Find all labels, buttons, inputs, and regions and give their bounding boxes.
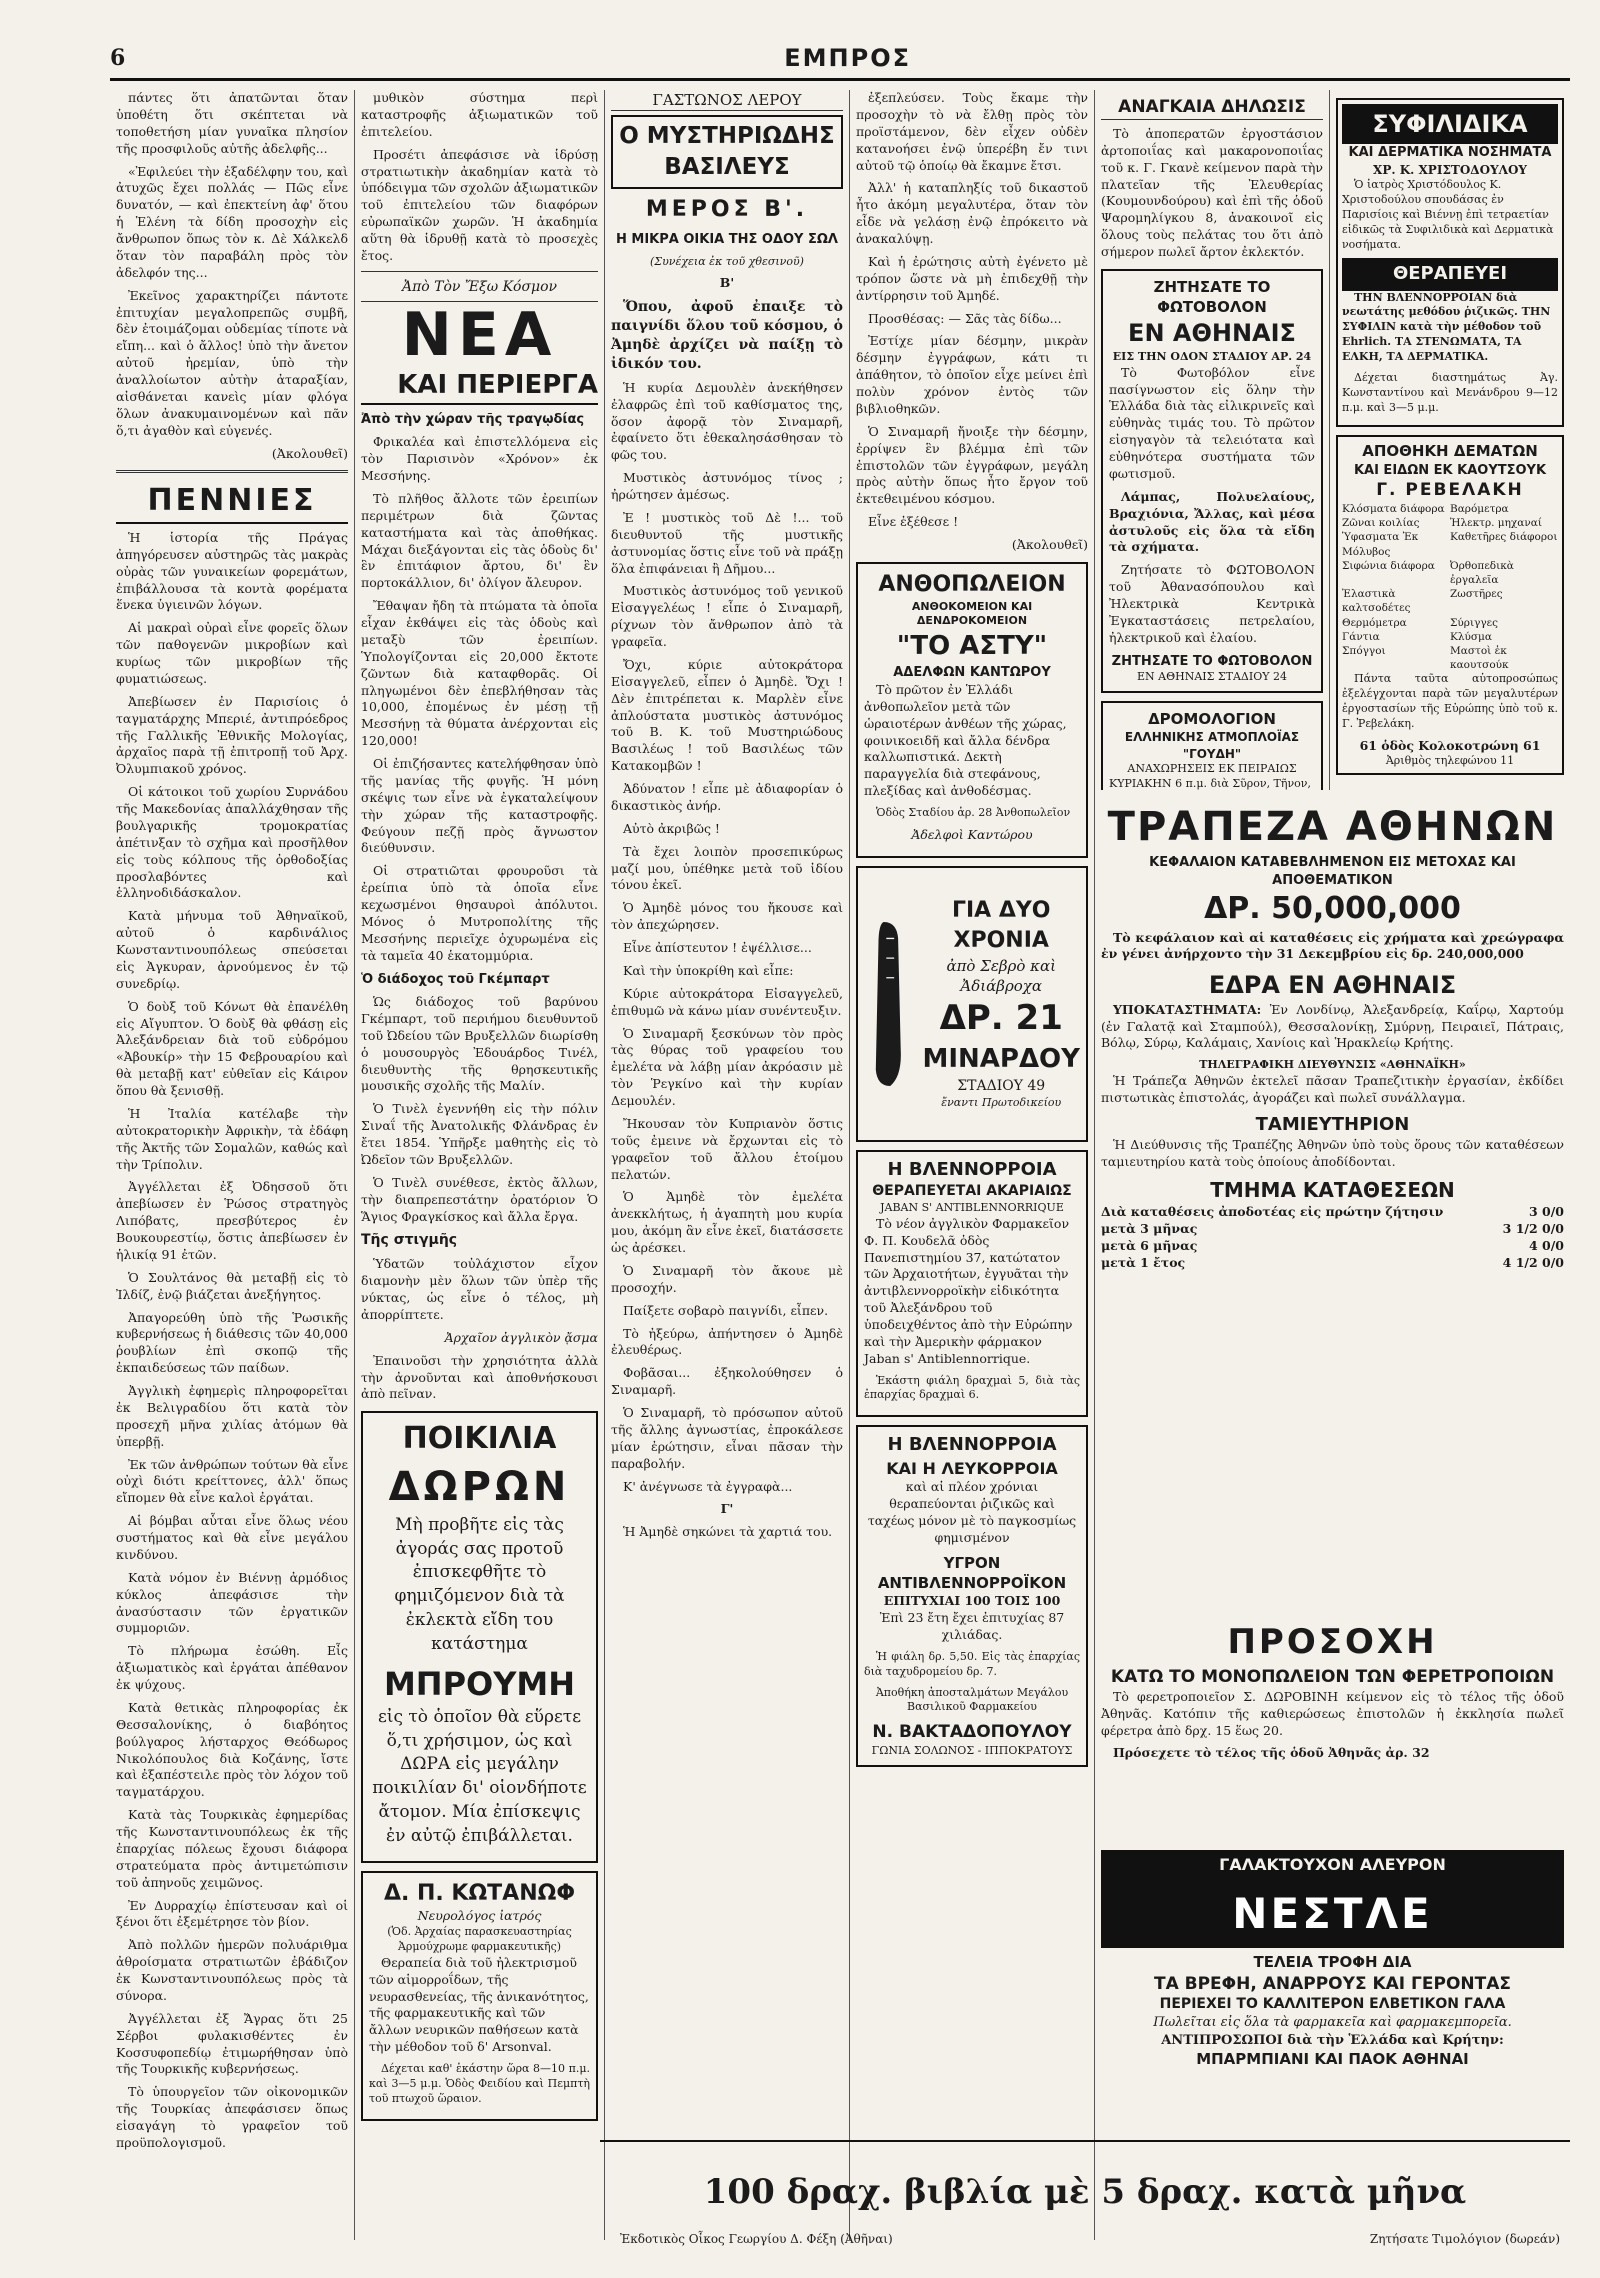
lamp-ad — [1101, 269, 1323, 693]
novel-text: Ὁ Σιναμαρῆ, τὸ πρόσωπον αὐτοῦ τῆς ἄλλης ἀγνωστίας, ἐπροκάλεσε μίαν ἐρώτησιν, εἶναι πᾶσαν τὴν παραβολήν. — [611, 1405, 843, 1471]
ad-text: Ὁ ἰατρὸς Χριστόδουλος Κ. Χριστοδούλου σπουδάσας ἐν Παρισίοις καὶ Βιέννῃ ἐπὶ τετραετίαν εἰδικῶς τὰ Συφιλιδικὰ καὶ Δερματικὰ νοσήματα. — [1342, 178, 1554, 251]
novel-text: ἐξεπλεύσεν. Τοὺς ἔκαμε τὴν προσοχὴν τὸ νὰ ἔλθῃ πρὸς τὸν προϊστάμενον, δὲν εἶχεν οὐδὲν κατανοήσει ἐνῷ ὑπερέβη ἔν τινι αὐτοῦ τῷ ὁποίῳ θὰ ἔκαμνε ἔτσι. — [856, 90, 1088, 173]
coffin-ad — [1095, 1620, 1570, 1800]
cure-title: ΘΕΡΑΠΕΥΕΙ — [1342, 258, 1558, 290]
rubber-goods-ad — [1336, 435, 1564, 775]
product-item: Μαστοὶ ἐκ καουτσούκ — [1450, 644, 1509, 672]
bank-title: ΤΡΑΠΕΖΑ ΑΘΗΝΩΝ — [1107, 804, 1558, 850]
novel-text: Κ' ἀνέγνωσε τὰ ἐγγραφὰ... — [623, 1478, 793, 1494]
doctor-address: (Ὁδ. Ἀρχαίας παρασκευαστηρίας Ἀρμούχρωμε φαρμακευτικῆς) — [387, 1925, 572, 1953]
novel-text: Τὸ ἠξεύρω, ἀπήντησεν ὁ Ἀμηδὲ ἐλευθέρως. — [611, 1325, 843, 1358]
continued-note: (Ἀκολουθεῖ) — [271, 445, 348, 461]
news-item: Ἀγγέλλεται ἐξ Ἄγρας ὅτι 25 Σέρβοι φυλακισθέντες ἐν Κοσσυφοπεδίῳ ἐτιμωρήθησαν ὑπὸ τῆς Τουρκικῆς κυβερνήσεως. — [116, 2010, 348, 2077]
novel-text: Ὁ Ἀμηδὲ μόνος του ἤκουσε καὶ τὸν ἀπεχώρησεν. — [611, 900, 843, 933]
ad-title: ΠΡΟΣΟΧΗ — [1227, 1622, 1438, 1662]
column-1 — [110, 90, 355, 2240]
office-hours: Δέχεται καθ' ἑκάστην ὥρα 8—10 π.μ. καὶ 3—5 μ.μ. Ὁδὸς Φειδίου καὶ Πεμπτὴ τοῦ πτωχοῦ ὥραιον. — [369, 2062, 590, 2105]
ad-text: Μὴ προβῆτε εἰς τὰς ἀγοράς σας προτοῦ ἐπισκεφθῆτε τὸ φημιζόμενον διὰ τὰ ἐκλεκτὰ εἴδη του κατάστημα — [394, 1514, 565, 1654]
leukorrhea-ad — [856, 1425, 1088, 1767]
article-text: μυθικὸν σύστημα περὶ καταστροφῆς ἀξιωματικῶν τοῦ ἐπιτελείου. — [361, 90, 598, 139]
shop-name: Γ. ΡΕΒΕΛΑΚΗ — [1376, 480, 1524, 501]
news-item: Κατὰ θετικὰς πληροφορίας ἐκ Θεσσαλονίκης, ὁ διαβόητος βούλγαρος λήσταρχος Θεόδωρος Νικολόπουλος διὰ Κοζάνης, ἴστε καὶ ἐξαπέστειλε πρὸς τὸν λόχον τοῦ ταγματάρχου. — [116, 1699, 348, 1800]
address: 61 ὁδὸς Κολοκοτρώνη 61 — [1359, 737, 1541, 753]
brand-name: JABAN S' ANTIBLENNORRIQUE — [880, 1200, 1064, 1214]
news-item: Κατὰ μήνυμα τοῦ Ἀθηναϊκοῦ, αὐτοῦ ὁ καρδινάλιος Κωνσταντινουπόλεως σπεύσεται εἰς Ἀγκυραν, ἀρνούμενος ἐν τῷ συνεδρίῳ. — [116, 908, 348, 991]
rate-label: μετὰ 6 μῆνας — [1101, 1237, 1198, 1253]
news-item: Ἡ Ἰταλία κατέλαβε τὴν αὐτοκρατορικὴν Ἀφρικὴν, τὰ ἐδάφη τῆς Ἀκτῆς τῶν Σομαλῶν, καθώς καὶ τὴν Τρίπολιν. — [116, 1105, 348, 1172]
ad-subtitle: ΓΑΛΑΚΤΟΥΧΟΝ ΑΛΕΥΡΟΝ — [1101, 1850, 1564, 1880]
news-item: Ὁ Σουλτάνος θὰ μεταβῇ εἰς τὸ Ἰλδίζ, ἐνῷ βιάζεται ἀνεξήγητος. — [116, 1269, 348, 1302]
novel-text: Καὶ ἡ ἐρώτησις αὐτὴ ἐγένετο μὲ τρόπον ὥστε νὰ μὴ ἐπιδεχθῇ τὴν ἀντίρρησιν τοῦ Ἀμηδέ. — [856, 253, 1088, 303]
bank-subtitle: ΚΕΦΑΛΑΙΟΝ ΚΑΤΑΒΕΒΛΗΜΕΝΟΝ ΕΙΣ ΜΕΤΟΧΑΣ ΚΑΙ ΑΠΟΘΕΜΑΤΙΚΟΝ — [1149, 855, 1516, 888]
poikilia-ad — [361, 1411, 598, 1862]
product-item: Κλόσματα διάφορα — [1342, 503, 1445, 516]
ad-title: ΖΗΤΗΣΑΤΕ ΤΟ ΦΩΤΟΒΟΛΟΝ — [1153, 277, 1271, 317]
bank-seat: ΕΔΡΑ ΕΝ ΑΘΗΝΑΙΣ — [1208, 971, 1457, 1000]
ad-subtitle: ΚΑΤΩ ΤΟ ΜΟΝΟΠΩΛΕΙΟΝ ΤΩΝ ΦΕΡΕΤΡΟΠΟΙΩΝ — [1110, 1666, 1555, 1687]
news-item: Ἐν Δυρραχίῳ ἐπίστευσαν καὶ οἱ ξένοι ὅτι ἐξεμέτρησε τὸν βίον. — [116, 1897, 348, 1930]
section-title: ΠΕΝΝΙΕΣ — [116, 481, 348, 524]
shoe-ad — [856, 866, 1088, 1142]
address: ΓΩΝΙΑ ΣΟΛΩΝΟΣ - ΙΠΠΟΚΡΑΤΟΥΣ — [871, 1744, 1073, 1758]
books-banner: 100 δραχ. βιβλία μὲ 5 δραχ. κατὰ μῆνα — [600, 2140, 1570, 2242]
table-row — [1101, 1255, 1564, 1270]
chapter-title: Η ΜΙΚΡΑ ΟΙΚΙΑ ΤΗΣ ΟΔΟΥ ΣΩΛ — [615, 232, 838, 248]
product-item: Καθετῆρες διάφοροι — [1450, 531, 1558, 544]
address-note: ἔναντι Πρωτοδικείου — [941, 1096, 1062, 1110]
rate-value: 4 0/0 — [1528, 1237, 1564, 1253]
nestle-ad — [1095, 1850, 1570, 2120]
news-item: Ἀπαγορεύθη ὑπὸ τῆς Ῥωσικῆς κυβερνήσεως ἡ διάθεσις τῶν 40,000 ῥουβλίων ἐπὶ σκοπῷ τῆς ἐκπαιδεύσεως τῶν παίδων. — [116, 1309, 348, 1376]
news-item: Ἀπὸ πολλῶν ἡμερῶν πολυάριθμα ἀθροίσματα στρατιωτῶν ἐβάδιζον ἐκ Κωνσταντινουπόλεως πρὸς τὰ σύνορα. — [116, 1937, 348, 2003]
news-item: Ἐκ τῶν ἀνθρώπων τούτων θὰ εἶνε οὐχὶ διότι κρείττονες, ἀλλ' ὅπως εἴπομεν θὰ εἶνε καλοὶ ἐργάται. — [116, 1456, 348, 1506]
bank-capital: ΔΡ. 50,000,000 — [1204, 891, 1461, 927]
signature: Ἀδελφοὶ Καντώρου — [911, 826, 1033, 842]
ad-title: ΑΝΘΟΠΩΛΕΙΟΝ — [878, 571, 1066, 597]
representatives: ΜΠΑΡΜΠΙΑΝΙ ΚΑΙ ΠΑΟΚ ΑΘΗΝΑΙ — [1196, 2050, 1469, 2069]
bank-text: Τὸ κεφάλαιον καὶ αἱ καταθέσεις εἰς χρήματα καὶ χρεώγραφα ἐν γένει ἀνήρχοντο τὴν 31 Δεκεμβρίου εἰς δρ. 240,000,000 — [1101, 929, 1564, 962]
product-item: Σύριγγες — [1450, 616, 1498, 629]
novel-text: Ὁ Σιναμαρῆ τὸν ἄκουε μὲ προσοχήν. — [611, 1262, 843, 1295]
ad-text: Πάντα ταῦτα αὐτοπροσώπως ἐξελέγχονται παρὰ τῶν μεγαλυτέρων ἐργοστασίων τῆς Εὐρώπης ὑπὸ τοῦ κ. Γ. Ῥεβελάκη. — [1342, 672, 1558, 730]
masthead — [110, 38, 1570, 81]
bank-text: Ἡ Τράπεζα Ἀθηνῶν ἐκτελεῖ πᾶσαν Τραπεζιτικὴν ἐργασίαν, ἐκδίδει πιστωτικὰς ἐπιστολάς, ἀγοράζει καὶ πωλεῖ συνάλλαγμα. — [1101, 1073, 1564, 1106]
deposits-title: ΤΜΗΜΑ ΚΑΤΑΘΕΣΕΩΝ — [1210, 1178, 1455, 1202]
article-text: Τὸ πλῆθος ἄλλοτε τῶν ἐρειπίων περιμέτρων διὰ ζῶντας καταστήματα καὶ τὰς ἀποθήκας. Μάχαι διεξάγονται εἰς τὰς ὁδοὺς δι' ἓν ἐπιτάφιον ἄρτου, δι' ἓν πορτοκάλλιον, δι' ὀλίγον ἄλευρον. — [361, 490, 598, 591]
series-heading: Ἀπὸ Τὸν Ἔξω Κόσμον — [361, 278, 598, 302]
article-heading: Ἀπὸ τὴν χώραν τῆς τραγῳδίας — [361, 411, 585, 427]
novel-text: Ἤκουσαν τὸν Κυπριανὸν ὅστις τοῦς ἐμεινε νὰ ἔρχωνται εἰς τὸ γραφεῖον τοῦ ἄλλου ἑτοίμου πελατών. — [611, 1115, 843, 1182]
address: ΕΙΣ ΤΗΝ ΟΔΟΝ ΣΤΑΔΙΟΥ ΑΡ. 24 — [1112, 349, 1312, 363]
novel-text: Αὐτὸ ἀκριβῶς ! — [623, 820, 720, 836]
ad-subtitle: ΘΕΡΑΠΕΥΕΤΑΙ ΑΚΑΡΙΑΙΩΣ — [872, 1183, 1072, 1200]
product-item: Θερμόμετρα — [1342, 616, 1407, 629]
request-text: Ζητήσατε Τιμολόγιον (δωρεάν) — [1369, 2232, 1560, 2246]
divider — [116, 470, 348, 473]
article-text: Φρικαλέα καὶ ἐπιστελλόμενα εἰς τὸν Παρισινὸν «Χρόνον» ἐκ Μεσσήνης. — [361, 434, 598, 484]
shop-name: ΜΙΝΑΡΔΟΥ — [922, 1044, 1080, 1075]
ad-text: Θεραπεία διὰ τοῦ ἠλεκτρισμοῦ τῶν αἱμορροΐδων, τῆς νευρασθενείας, τῆς ἀνικανότητος, τῆς φαρμακευτικῆς καὶ τῶν ἄλλων νευρικῶν παθήσεων κατὰ τὴν μέθοδον τοῦ δ' Arsonval. — [369, 1954, 589, 2055]
quote-source: Ἀρχαῖον ἀγγλικὸν ᾄσμα — [444, 1329, 598, 1345]
article-text: Ἐπαινοῦσι τὴν χρησιότητα ἀλλὰ τὴν ἀρνοῦνται καὶ ἀποθνήσκουσι ἀπὸ πεῖναν. — [361, 1352, 598, 1402]
ad-subtitle: ΚΑΙ ΕΙΔΩΝ ΕΚ ΚΑΟΥΤΣΟΥΚ — [1353, 462, 1547, 478]
ad-text: Τὸ πρῶτον ἐν Ἑλλάδι ἀνθοπωλεῖον μετὰ τῶν ὡραιοτέρων ἀνθέων τῆς χώρας, φοινικοειδῆ καὶ ἄλλα δένδρα καλλωπιστικά. Δεκτὴ παραγγελία διὰ στεφάνους, πλεξίδας καὶ ἀνθοδέσμας. — [864, 681, 1067, 799]
nea-subheading: ΚΑΙ ΠΕΡΙΕΡΓΑ — [361, 368, 598, 405]
ad-text: Ἐπὶ 23 ἔτη ἔχει ἐπιτυχίας 87 χιλιάδας. — [879, 1610, 1065, 1642]
continued-note: (Ἀκολουθεῖ) — [1011, 537, 1088, 552]
ad-text: ΠΕΡΙΕΧΕΙ ΤΟ ΚΑΛΛΙΤΕΡΟΝ ΕΛΒΕΤΙΚΟΝ ΓΑΛΑ — [1159, 1996, 1506, 2013]
rate-value: 4 1/2 0/0 — [1502, 1254, 1564, 1270]
novel-text: Εἶνε ἐξέθεσε ! — [868, 514, 959, 530]
news-item: Κατὰ τὰς Τουρκικὰς ἐφημερίδας τῆς Κωνσταντινουπόλεως ἐκ τῆς ἐπαρχίας πόλεως ἔχουσι διάφορα στρατεύματα πρὸς ἀντιμετώπισιν τοῦ ἀπηνοῦς χειμῶνος. — [116, 1807, 348, 1890]
rate-label: μετὰ 1 ἔτος — [1101, 1254, 1186, 1270]
product-item: Σπόγγοι — [1342, 644, 1386, 657]
product-item: Ἠλεκτρ. μηχαναί — [1450, 517, 1542, 530]
article-text: Ἐκεῖνος χαρακτηρίζει πάντοτε ἐπιτυχίαν μεγαλοπρεπῶς συμβῆ, δὲν ἐτοιμάζομαι οὐδεμίας τίποτε νὰ εἴπη... καὶ ὁ ἄλλος! ὑπὸ τὴν ἄνετον αὐτοῦ ἠρεμίαν, ὑπὸ τὴν ἀναλλοίωτον αὐτὴν ἀταραξίαν, αἰσθάνεται κανεὶς μίαν φλόγα ὅλων ἀνακυμαινομένων καὶ πᾶν ὅ,τι ἀγαθὸν καὶ εὐγενές. — [116, 287, 348, 438]
ad-text: ΤΑ ΒΡΕΦΗ, ΑΝΑΡΡΟΥΣ ΚΑΙ ΓΕΡΟΝΤΑΣ — [1153, 1973, 1512, 1994]
success-stat: ΕΠΙΤΥΧΙΑΙ 100 ΤΟΙΣ 100 — [883, 1593, 1061, 1609]
page-number: 6 — [110, 45, 126, 71]
ad-subtitle: ΚΑΙ ΔΕΡΜΑΤΙΚΑ ΝΟΣΗΜΑΤΑ — [1348, 145, 1552, 161]
news-item: Αἱ μακραὶ οὐραὶ εἶνε φορεῖς ὅλων τῶν παθογενῶν μικροβίων καὶ κυρίως τῶν μικροβίων τῆς φυματιώσεως. — [116, 620, 348, 686]
notice-text: Τὸ ἀποπερατῶν ἐργοστάσιον ἀρτοποιΐας καὶ μακαρονοποιΐας τοῦ κ. Γ. Γκανὲ κείμενον παρὰ τὴν πλατεῖαν τῆς Ἐλευθερίας (Κουμουνδούρου) καὶ ἐπὶ τῆς ὁδοῦ Ψαρομηλίγκου 8, ἀνακοινοῖ εἰς ὅλους τοὺς πελάτας του ὅτι ἀπὸ σήμερον πωλεῖ ἄρτον ἐκλεκτόν. — [1101, 125, 1323, 260]
bank-ad — [1095, 800, 1570, 1270]
ad-text: Τὸ Φωτοβόλον εἶνε πασίγνωστον εἰς ὅλην τὴν Ἑλλάδα διὰ τὰς εἰλικρινεῖς καὶ εὐθηνὰς τιμάς του. Τὸ πρῶτον εἰσηγαγὸν τὰ τελειότατα καὶ εὐθηνότερα συστήματα τῶν φωτισμοῦ. — [1109, 364, 1315, 481]
shipping-schedule — [1101, 701, 1323, 790]
publisher: Ἐκδοτικὸς Οἶκος Γεωργίου Δ. Φέξη (Ἀθῆναι) — [620, 2232, 893, 2246]
novel-text: Ἐ ! μυστικὸς τοῦ Δὲ !... τοῦ διευθυντοῦ τῆς μυστικῆς ἀστυνομίας ὅστις εἶνε τοῦ νὰ πράξῃ ὅλα ἐπιφάνειαι ἢ Δῆμου... — [611, 509, 843, 576]
news-item: Ἀπεβίωσεν ἐν Παρισίοις ὁ ταγματάρχης Μπεριέ, ἀντιπρόεδρος τῆς Γαλλικῆς Ἐθνικῆς Μολογίας, ἀρχαῖος παρὰ τῇ ἐπιτροπῇ τοῦ Ἀρχ. Ὀλυμπιακοῦ χρόνος. — [116, 693, 348, 777]
novel-text: Κύριε αὐτοκράτορα Εἰσαγγελεῦ, ἐπιθυμῶ νὰ κάνω μίαν συνέντευξιν. — [611, 985, 843, 1018]
blennorrhea-ad — [856, 1150, 1088, 1418]
novel-text: Μυστικὸς ἀστυνόμος τοῦ γενικοῦ Εἰσαγγελέως ! εἶπε ὁ Σιναμαρῆ, ρίχνων τὸν ἄνθρωπον ἀπὸ τὰ γραφεῖα. — [611, 583, 843, 650]
ad-text: εἰς τὸ ὁποῖον θὰ εὕρετε ὅ,τι χρήσιμον, ὡς καὶ ΔΩΡΑ εἰς μεγάλην ποικιλίαν δι' οἱονδήποτε ἄτομον. Μία ἐπίσκεψις ἐν αὐτῷ ἐπιβάλλεται. — [372, 1706, 587, 1846]
novel-text: Καὶ τὴν ὑποκρίθη καὶ εἶπε: — [623, 962, 794, 978]
column-6 — [1330, 90, 1570, 780]
product-item: Ἐλαστικὰ καλτσοδέτες — [1342, 588, 1411, 615]
article-text: Προσέτι ἀπεφάσισε νὰ ἱδρύσῃ στρατιωτικὴν ἀκαδημίαν κατὰ τὸ ὑπόδειγμα τῶν σχολῶν ἀξιωματικῶν τοῦ ἐπιτελείου τῶν διαφόρων εὐρωπαϊκῶν χωρῶν. Ἡ ἀκαδημία αὕτη θὰ ἱδρυθῇ κατὰ τὸ προσεχὲς ἔτος. — [361, 146, 598, 263]
product-item: Βαρόμετρα — [1450, 503, 1509, 516]
ad-text: ΑΝΤΙΠΡΟΣΩΠΟΙ διὰ τὴν Ἑλλάδα καὶ Κρήτην: — [1161, 2032, 1504, 2048]
doctor-title: Νευρολόγος ἰατρός — [417, 1908, 542, 1924]
price-text: Ἑκάστη φιάλη δραχμαὶ 5, διὰ τὰς ἐπαρχίας δραχμαὶ 6. — [864, 1373, 1080, 1402]
office-hours: Δέχεται διαστημάτως Ἀγ. Κωνσταντίνου καὶ Μενάνδρου 9—12 π.μ. καὶ 3—5 μ.μ. — [1342, 370, 1558, 414]
rate-value: 3 1/2 0/0 — [1502, 1220, 1564, 1236]
boot-icon — [864, 874, 916, 1134]
address: ΣΤΑΔΙΟΥ 49 — [957, 1078, 1046, 1095]
books-banner-footer — [620, 2232, 1560, 2246]
article-text: Ὑδατῶν τοὐλάχιστον εἶχον διαμονὴν μὲν ὅλων τῶν ὑπὲρ τῆς νύκτας, ὡς εἶνε ὁ τέλος, μὴ ἀπορρίπτετε. — [361, 1256, 598, 1322]
novel-text: Ἀλλ' ἡ καταπληξίς τοῦ δικαστοῦ ἦτο ἀκόμη μεγαλυτέρα, ὅταν τὸν εἶδε νὰ γελάσῃ ἐνῷ ἐπρόκειτο νὰ ἀνακαλύψῃ. — [856, 180, 1088, 246]
doctor-name: Δ. Π. ΚΩΤΑΝΩΦ — [383, 1880, 576, 1906]
chapter-number: Β' — [719, 275, 735, 291]
schedule-title: ΔΡΟΜΟΛΟΓΙΟΝ — [1148, 710, 1276, 729]
ad-subtitle: ΑΝΘΟΚΟΜΕΙΟΝ ΚΑΙ ΔΕΝΔΡΟΚΟΜΕΙΟΝ — [911, 599, 1033, 628]
product-list: Λάμπας, Πολυελαίους, Βραχιόνια, Ἄλλας, καὶ μέσα ἀστυλοῦς εἰς ὅλα τὰ εἴδη τὰ σχήματα. — [1109, 488, 1315, 555]
address: Πρόσεχετε τὸ τέλος τῆς ὁδοῦ Ἀθηνᾶς ἀρ. 32 — [1113, 1745, 1430, 1761]
novel-author: ΓΑΣΤΩΝΟΣ ΛΕΡΟΥ — [611, 90, 843, 111]
depot-text: Ἀποθήκη ἀποσταλμάτων Μεγάλου Βασιλικοῦ Φαρμακείου — [875, 1685, 1069, 1714]
owner-name: ΑΔΕΛΦΩΝ ΚΑΝΤΩΡΟΥ — [893, 665, 1051, 681]
ad-title: ΖΗΤΗΣΑΤΕ ΤΟ ΦΩΤΟΒΟΛΟΝ — [1111, 653, 1313, 669]
shop-name: "ΤΟ ΑΣΤΥ" — [896, 631, 1048, 662]
article-heading: Τῆς στιγμῆς — [361, 1232, 458, 1249]
schedule-row: ΚΥΡΙΑΚΗΝ 6 π.μ. διὰ Σῦρον, Τῆνον, — [1109, 776, 1311, 790]
newspaper-title: ΕΜΠΡΟΣ — [784, 44, 912, 72]
divider — [361, 271, 598, 272]
article-text: Ὁ Τινὲλ συνέθεσε, ἐκτὸς ἄλλων, τὴν διαπρεπεστάτην ὀρατόριον Ὁ Ἅγιος Φραγκίσκος καὶ ἄλλα ἔργα. — [361, 1174, 598, 1224]
ad-title: Η ΒΛΕΝΝΟΡΡΟΙΑ — [887, 1434, 1057, 1456]
address: Ὁδὸς Σταδίου ἀρ. 28 Ἀνθοπωλεῖον — [876, 806, 1071, 820]
news-item: Τὸ ὑπουργεῖον τῶν οἰκονομικῶν τῆς Τουρκίας ἀπεφάσισεν ὅπως εἰσαγάγη τὸ γραφεῖον τοῦ προϋπολογισμοῦ. — [116, 2084, 348, 2150]
continuation-note: (Συνέχεια ἐκ τοῦ χθεσινοῦ) — [650, 254, 804, 268]
notice-title: ΑΝΑΓΚΑΙΑ ΔΗΛΩΣΙΣ — [1101, 96, 1323, 120]
product-item: Σιφώνια διάφορα — [1342, 559, 1435, 572]
ad-text: Τὸ φερετροποιεῖον Σ. ΔΩΡΟΒΙΝΗ κείμενον εἰς τὸ τέλος τῆς ὁδοῦ Ἀθηνᾶς. Κατόπιν τῆς καθιερώσεως ἐπιστολῶν ἡ ἐκκλησία πωλεῖ φέρετρα ἀπὸ δρχ. 15 ἕως 20. — [1101, 1688, 1564, 1738]
novel-text: Ὄχι, κύριε αὐτοκράτορα Εἰσαγγελεῦ, εἶπεν ὁ Ἀμηδὲ. Ὄχι ! Δὲν ἐπιτρέπεται κ. Μαρλὲν εἶνε ἀπλούστατα μυστικὸς ἀστυνόμος τοῦ Β. Κ. τοῦ Μυστηριώδους Βασιλέως ! τοῦ Βασιλέως τῶν Κατακομβῶν ! — [611, 656, 843, 774]
novel-text: Φοβᾶσαι... ἐξηκολούθησεν ὁ Σιναμαρῆ. — [611, 1365, 843, 1398]
price-text: Ἡ φιάλη δρ. 5,50. Εἰς τὰς ἐπαρχίας διὰ ταχυδρομείου δρ. 7. — [864, 1649, 1080, 1678]
novel-text: Ἀδύνατον ! εἶπε μὲ ἀδιαφορίαν ὁ δικαστικὸς ἀνήρ. — [611, 781, 843, 813]
product-item: Ὀρθοπεδικὰ ἐργαλεῖα — [1450, 559, 1514, 586]
brand-name: ΝΕΣΤΛΕ — [1101, 1880, 1564, 1949]
novel-text: Ἡ κυρία Δεμουλὲν ἀνεκήθησεν ἐλαφρῶς ἐπὶ τοῦ καθίσματος της, ὅσον ἀφορᾷ τὸν Σιναμαρῆ, ἐφαίνετο ὅτι ἐθεκαλησάσθησαν τὸ φῶς του. — [611, 379, 843, 463]
novel-text: Εἶνε ἀπίστευτον ! ἐψέλλισε... — [623, 940, 812, 956]
rate-value: 3 0/0 — [1528, 1204, 1564, 1219]
novel-part: ΜΕΡΟΣ Β'. — [645, 197, 809, 223]
ad-title: ΑΠΟΘΗΚΗ ΔΕΜΑΤΩΝ — [1362, 442, 1538, 461]
chapter-epigraph: Ὅπου, ἀφοῦ ἐπαιξε τὸ παιγνίδι ὅλου τοῦ κόσμου, ὁ Ἀμηδὲ ἀρχίζει νὰ παίξῃ τὸ ἰδικόν του. — [611, 299, 843, 372]
telegraph-address: ΤΗΛΕΓΡΑΦΙΚΗ ΔΙΕΥΘΥΝΣΙΣ «ΑΘΗΝΑΪΚΗ» — [1199, 1058, 1466, 1072]
branches-list: Ἐν Λονδίνῳ, Ἀλεξανδρείᾳ, Καΐρῳ, Χαρτούμ (ἐν Γαλατᾷ καὶ Σταμπούλ), Θεσσαλονίκῃ, Σμύρνῃ, Πειραιεῖ, Πάτραις, Βόλῳ, Σύρῳ, Καλάμαις, Χανίοις καὶ Ἡρακλείῳ Κρήτης. — [1101, 1001, 1565, 1051]
news-item: Ἡ ἱστορία τῆς Πράγας ἀπηγόρευσεν αὐστηρῶς τὰς μακρὰς οὐρὰς τῶν γυναικείων φορεμάτων, ἐπιβάλλουσα τὰ κοντὰ φορέματα ἕνεκα ὑγιεινῶν λόγων. — [116, 529, 348, 613]
novel-text: Ἡ Ἀμηδὲ σηκώνει τὰ χαρτιά του. — [623, 1524, 833, 1540]
article-text: Οἱ ἐπιζήσαντες κατελήφθησαν ὑπὸ τῆς μανίας τῆς φυγῆς. Ἡ μόνη σκέψις των εἶνε νὰ ἐγκαταλείψουν τὴν χώραν τῆς καταστροφῆς. Φεύγουν πεζῇ πρὸς ἄγνωστον διεύθυνσιν. — [361, 756, 598, 856]
news-item: Οἱ κάτοικοι τοῦ χωρίου Συρνάδου τῆς Μακεδονίας ἀπαλλάχθησαν τῆς βουλγαρικῆς τρομοκρατίας ἀπέτινξαν τὸ σχῆμα καὶ προσῆλθον εἰς τοὺς κόλπους τῆς ὀρθοδοξίας προσλαβόντες καὶ ἑλληνοδιδάσκαλον. — [116, 784, 348, 901]
address: ΕΝ ΑΘΗΝΑΙΣ ΣΤΑΔΙΟΥ 24 — [1136, 670, 1287, 684]
product-item: Ὑφασματα Ἐκ Μόλυβος — [1342, 531, 1419, 558]
nea-heading: ΝΕΑ — [401, 299, 558, 370]
article-text: πάντες ὅτι ἀπατῶνται ὅταν ὑποθέτη ὅτι σκέπτεται νὰ τοποθετήση μίαν γυναῖκα πλησίον τῆς προσφιλοῦς αὐτῆς ἀδελφῆς... — [116, 90, 348, 156]
rate-label: μετὰ 3 μῆνας — [1101, 1220, 1198, 1236]
ad-city: ΕΝ ΑΘΗΝΑΙΣ — [1128, 319, 1296, 348]
branches-label: ΥΠΟΚΑΤΑΣΤΗΜΑΤΑ: — [1113, 1001, 1262, 1017]
pharmacist-name: Ν. ΒΑΚΤΑΔΟΠΟΥΛΟΥ — [872, 1722, 1072, 1743]
shop-name: ΜΠΡΟΥΜΗ — [383, 1664, 576, 1703]
product-item: Ζωστῆρες — [1450, 588, 1503, 601]
ad-text: Πωλεῖται εἰς ὅλα τὰ φαρμακεῖα καὶ φαρμακεμπορεῖα. — [1153, 2015, 1512, 2031]
product-item: Γάντια — [1342, 630, 1380, 643]
ad-title: ΠΟΙΚΙΛΙΑ — [402, 1421, 557, 1457]
doctor-name: ΧΡ. Κ. ΧΡΙΣΤΟΔΟΥΛΟΥ — [1373, 162, 1527, 177]
novel-text: Ἐστίχε μίαν δέσμην, μικρὰν δέσμην ἐγγράφων, κάτι τι ἀπάθητον, τὸ ὁποῖον εἶχε μείνει ἐπὶ πολὺν χρόνον ἐντὸς τῶν βιβλιοθηκῶν. — [856, 333, 1088, 416]
news-item: Αἱ βόμβαι αὗται εἶνε ὅλως νέου συστήματος καὶ θὰ εἶνε μεγάλου κινδύνου. — [116, 1513, 348, 1562]
news-item: Τὸ πλήρωμα ἐσώθη. Εἶς ἀξιωματικὸς καὶ ἐργάται ἀπέθανον ἐκ ψύχους. — [116, 1643, 348, 1692]
doctor-ad — [361, 1871, 598, 2121]
savings-title: ΤΑΜΙΕΥΤΗΡΙΟΝ — [1255, 1113, 1410, 1135]
table-row — [1101, 1204, 1564, 1221]
ad-title: ΣΥΦΙΛΙΔΙΚΑ — [1342, 104, 1558, 144]
novel-text: Τὰ ἔχει λοιπὸν προσεπικύρως μαζί μου, ὑπέθηκε μετὰ τοῦ ἰδίου τόνου ἐκεῖ. — [611, 843, 843, 893]
table-row — [1101, 1238, 1564, 1255]
ad-text: Ζητήσατε τὸ ΦΩΤΟΒΟΛΟΝ τοῦ Ἀθανασόπουλου καὶ Ἠλεκτρικὰ Κεντρικὰ Ἐγκαταστάσεις πετρελαίου, ἠλεκτρικοῦ καὶ ἐλαίου. — [1109, 562, 1315, 645]
florist-ad — [856, 562, 1088, 858]
column-5 — [1095, 90, 1330, 790]
article-text: «Ἐφιλεύει τὴν ἐξαδέλφην του, καὶ ἀτυχῶς ἔχει πολλάς — Πῶς εἶνε δυνατόν, — καὶ ἐπεκτείνη ἀφ' ὅτου ἡ Ἑλένη τὰ δίδη προσοχὴν εἰς ἄνθρωπον ὅπως τὸν κ. Δὲ Χάλκελδ ὅταν τὸν παραβάλη πρὸς τὸν ἀδελφόν της... — [116, 163, 348, 280]
novel-text: Ὁ Σιναμαρῆ ξεσκύνων τὸν πρὸς τὰς θύρας τοῦ γραφείου του ἐμελέτα νὰ λάβῃ μίαν ἀκρόασιν μὲ τὸν Ῥεγκίνο καὶ τὴν κυρίαν Δεμουλέν. — [611, 1025, 843, 1109]
ad-subtitle: ΔΩΡΩΝ — [388, 1463, 571, 1510]
brand-name: ΥΓΡΟΝ ΑΝΤΙΒΛΕΝΝΟΡΡΟΪΚΟΝ — [877, 1553, 1067, 1592]
column-4 — [850, 90, 1095, 2240]
ad-text: Τὸ νέον ἀγγλικὸν Φαρμακεῖον Φ. Π. Κουδελᾶ ὁδὸς Πανεπιστημίου 37, κατώτατον τῶν Ἀρχαιοτήτων, ἐγγυᾶται τὴν ἀντιβλεννορροϊκὴν εἰδικότητα τοῦ Ἀλεξάνδρου τοῦ ὑποδειχθέντος ἀπὸ τὴν Εὐρώπην καὶ τὴν Ἀμερικὴν φάρμακον Jaban s' Antiblennorrique. — [864, 1215, 1073, 1366]
ad-title: ΓΙΑ ΔΥΟ ΧΡΟΝΙΑ — [951, 898, 1051, 954]
deposits-table — [1101, 1204, 1564, 1270]
telephone: Ἀριθμὸς τηλεφώνου 11 — [1385, 754, 1515, 768]
novel-text: Προσθέσας: — Σᾶς τὰς δίδω... — [868, 310, 1062, 326]
ad-text: καὶ αἱ πλέον χρόνιαι θεραπεύονται ῥιζικῶς καὶ ταχέως μόνον μὲ τὸ παγκοσμίως φημισμένον — [867, 1479, 1077, 1545]
product-list — [1342, 502, 1558, 672]
ad-text: ΤΕΛΕΙΑ ΤΡΟΦΗ ΔΙΑ — [1253, 1953, 1412, 1972]
schedule-subtitle: ΑΝΑΧΩΡΗΣΕΙΣ ΕΚ ΠΕΙΡΑΙΩΣ — [1127, 761, 1297, 775]
price: ΔΡ. 21 — [939, 998, 1063, 1039]
news-item: Ἀγγέλλεται ἐξ Ὀδησσοῦ ὅτι ἀπεβίωσεν ἐν Ῥώσος στρατηγὸς Λιπόβατς, πρεσβύτερος ἐν Βουκουρεστίῳ, ὅστις ἀπεβίωσεν ἐν ἡλικίᾳ 91 ἐτῶν. — [116, 1179, 348, 1262]
product-item: Κλύσμα — [1450, 630, 1492, 643]
article-text: Ἔθαψαν ἤδη τὰ πτώματα τὰ ὁποῖα εἶχαν ἐκθάψει εἰς τὰς ὁδοὺς καὶ μεταξὺ τῶν ἐρειπίων. Ὑπολογίζονται εἰς 20,000 ἔκτοτε ζῶντων διὰ καταφθορᾶς. Οἱ πληγωμένοι δὲν ἐπεβλήθησαν τὰς 10,000, ἐπομένως ἐν μέσῃ τῇ Μεσσήνῃ τὰ θύματα ἀνέρχονται εἰς 120,000! — [361, 598, 598, 749]
column-2 — [355, 90, 605, 2240]
ad-title: Η ΒΛΕΝΝΟΡΡΟΙΑ — [887, 1158, 1057, 1180]
novel-text: Μυστικὸς ἀστυνόμος τίνος ; ἠρώτησεν ἀμέσως. — [611, 470, 843, 503]
news-item: Ἀγγλικὴ ἐφημερὶς πληροφορεῖται ἐκ Βελιγραδίου ὅτι κατὰ τὸν προσεχῆ μῆνα χιλίας ἀτόμων θὰ ὑπερβῇ. — [116, 1383, 348, 1449]
ad-subtitle: ἀπὸ Σεβρὸ καὶ Ἀδιάβροχα — [946, 956, 1057, 996]
news-item: Κατὰ νόμον ἐν Βιέννῃ ἀρμόδιος κύκλος ἀπεφάσισε τὴν ἀνασύστασιν τῶν ἐργατικῶν συμμοριῶν. — [116, 1569, 348, 1636]
article-text: Ὁ Τινὲλ ἐγεννήθη εἰς τὴν πόλιν Σιναΐ τῆς Ἀνατολικῆς Φλάνδρας ἐν ἔτει 1854. Ὑπῆρξε μαθητὴς εἰς τὸ Ὠδεῖον τῶν Βρυξελλῶν. — [361, 1101, 598, 1167]
article-heading: Ὁ διάδοχος τοῦ Γκέμπαρτ — [361, 971, 550, 987]
product-item: Ζῶναι κοιλίας — [1342, 517, 1420, 530]
novel-text: Ὁ Σιναμαρῆ ἤνοιξε τὴν δέσμην, ἐρρίψεν ἓν βλέμμα ἐπὶ τῶν ἐπιστολῶν τῶν ἐγγράφων, μεγάλη πρὸς αὐτὴν ὅπως ἦτο ἔργον τοῦ ἐκτεθειμένου κόσμου. — [856, 423, 1088, 507]
column-3: ΓΑΣΤΩΝΟΣ ΛΕΡΟΥ Ο ΜΥΣΤΗΡΙΩΔΗΣ ΒΑΣΙΛΕΥΣ ΜΕΡΟΣ Β'. Η ΜΙΚΡΑ ΟΙΚΙΑ ΤΗΣ ΟΔΟΥ ΣΩΛ (Συνέχεια ἐκ τοῦ χθεσινοῦ) Β' Ὅπου, ἀφοῦ ἐπαιξε τὸ παιγνίδι ὅλου τοῦ κόσμου, ὁ Ἀμηδὲ ἀρχίζει νὰ παίξῃ τὸ ἰδικόν του. Ἡ κυρία Δεμουλὲν ἀνεκήθησεν ἐλαφρῶς ἐπὶ τοῦ καθίσματος της, ὅσον ἀφορᾷ τὸν Σιναμαρῆ, ἐφαίνετο ὅτι ἐθεκαλησάσθησαν τὸ φῶς του. Μυστικὸς ἀστυνόμος τίνος ; ἠρώτησεν ἀμέσως. Ἐ ! μυστικὸς τοῦ Δὲ !... τοῦ διευθυντοῦ τῆς μυστικῆς ἀστυνομίας ὅστις εἶνε τοῦ νὰ πράξῃ ὅλα ἐπιφάνειαι ἢ Δῆμου... Μυστικὸς ἀστυνόμος τοῦ γενικοῦ Εἰσαγγελέως ! εἶπε ὁ Σιναμαρῆ, ρίχνων τὸν ἄνθρωπον ἀπὸ τὰ γραφεῖα. Ὄχι, κύριε αὐτοκράτορα Εἰσαγγελεῦ, εἶπεν ὁ Ἀμηδὲ. Ὄχι ! Δὲν ἐπιτρέπεται κ. Μαρλὲν εἶνε ἀπλούστατα μυστικὸς ἀστυνόμος τοῦ Β. Κ. τοῦ Μυστηριώδους Βασιλέως ! τοῦ Βασιλέως τῶν Κατακομβῶν ! Ἀδύνατον ! εἶπε μὲ ἀδιαφορίαν ὁ δικαστικὸς ἀνήρ. Αὐτὸ ἀκριβῶς ! Τὰ ἔχει λοιπὸν προσεπικύρως μαζί μου, ὑπέθηκε μετὰ τοῦ ἰδίου τόνου ἐκεῖ. Ὁ Ἀμηδὲ μόνος του ἤκουσε καὶ τὸν ἀπεχώρησεν. Εἶνε ἀπίστευτον ! ἐψέλλισε... Καὶ τὴν ὑποκρίθη καὶ εἶπε: Κύριε αὐτοκράτορα Εἰσαγγελεῦ, ἐπιθυμῶ νὰ κάνω μίαν συνέντευξιν. Ὁ Σιναμαρῆ ξεσκύνων τὸν πρὸς τὰς θύρας τοῦ γραφείου του ἐμελέτα νὰ λάβῃ μίαν ἀκρόασιν μὲ τὸν Ῥεγκίνο καὶ τὴν κυρίαν Δεμουλέν. Ἤκουσαν τὸν Κυπριανὸν ὅστις τοῦς ἐμεινε νὰ ἔρχωνται εἰς τὸ γραφεῖον τοῦ ἄλλου ἑτοίμου πελατών. Ὁ Ἀμηδὲ τὸν ἐμελέτα ἀνεκκλήτως, ἡ ἀγαπητὴ μου κυρία μου, ἀκόμη ἂν εἶνε ἐκεῖ, διατάσσετε ὡς ἀρέσκει. Ὁ Σιναμαρῆ τὸν ἄκουε μὲ προσοχήν. Παίξετε σοβαρὸ παιγνίδι, εἶπεν. Τὸ ἠξεύρω, ἀπήντησεν ὁ Ἀμηδὲ ἐλευθέρως. Φοβᾶσαι... ἐξηκολούθησεν ὁ Σιναμαρῆ. Ὁ Σιναμαρῆ, τὸ πρόσωπον αὐτοῦ τῆς ἄλλης ἀγνωστίας, ἐπροκάλεσε μίαν ἐρώτησιν, εἶναι πᾶσαν τὴν παραβολήν. Κ' ἀνέγνωσε τὰ ἐγγραφὰ... Γ' Ἡ Ἀμηδὲ σηκώνει τὰ χαρτιά του. — [605, 90, 850, 2240]
ad-text: ΤΗΝ ΒΛΕΝΝΟΡΡΟΙΑΝ διὰ νεωτάτης μεθόδου ῥιζικῶς. ΤΗΝ ΣΥΦΙΛΙΝ κατὰ τὴν μέθοδον τοῦ Ehrlich. ΤΑ ΣΤΕΝΩΜΑΤΑ, ΤΑ ΕΛΚΗ, ΤΑ ΔΕΡΜΑΤΙΚΑ. — [1342, 290, 1551, 364]
article-text: Οἱ στρατιῶται φρουροῦσι τὰ ἐρείπια ὑπὸ τὰ ὁποῖα εἶνε κεχωσμένοι θησαυροὶ ἀπόλυτοι. Μόνος ὁ Μυτροπολίτης τῆς Μεσσήνης περιεῖχε ὀχυρωμένα εἰς τὰ ταμεῖα 40 ἑκατομμύρια. — [361, 863, 598, 963]
savings-text: Ἡ Διεύθυνσις τῆς Τραπέζης Ἀθηνῶν ὑπὸ τοὺς ὅρους τῶν καταθέσεων ταμιευτηρίου κατὰ τοὺς ὁποίους ἀποδίδονται. — [1101, 1137, 1564, 1170]
syphilis-ad — [1336, 98, 1564, 427]
rate-label: Διὰ καταθέσεις ἀποδοτέας εἰς πρώτην ζήτησιν — [1101, 1204, 1444, 1219]
article-text: Ὡς διάδοχος τοῦ βαρύνου Γκέμπαρτ, τοῦ περιήμου διευθυντοῦ τοῦ Ὠδείου τῶν Βρυξελλῶν διωρίσθη ὁ μουσουργὸς Ἐδουάρδος Τινέλ, διευθυντὴς τῆς θρησκευτικῆς μουσικῆς σχολῆς τῆς Μαλίν. — [361, 994, 598, 1094]
novel-text: Παίξετε σοβαρὸ παιγνίδι, εἶπεν. — [623, 1302, 829, 1318]
ad-subtitle: ΚΑΙ Η ΛΕΥΚΟΡΡΟΙΑ — [886, 1458, 1058, 1478]
company-name: ΕΛΛΗΝΙΚΗΣ ΑΤΜΟΠΛΟΪΑΣ "ΓΟΥΔΗ" — [1124, 730, 1300, 761]
table-row — [1101, 1221, 1564, 1238]
news-item: Ὁ δοὺξ τοῦ Κόνωτ θὰ ἐπανέλθη εἰς Αἴγυπτον. Ὁ δοὺξ θὰ φθάσῃ εἰς Ἀλεξάνδρειαν διὰ τοῦ εὐδρόμου «Ἀβουκίρ» τὴν 15 Φεβρουαρίου καὶ θὰ μεταβῇ κατ' εὐθεῖαν εἰς Κάιρον ὅπου θὰ ξενισθῇ. — [116, 998, 348, 1098]
novel-text: Ὁ Ἀμηδὲ τὸν ἐμελέτα ἀνεκκλήτως, ἡ ἀγαπητὴ μου κυρία μου, ἀκόμη ἂν εἶνε ἐκεῖ, διατάσσετε ὡς ἀρέσκει. — [611, 1189, 843, 1256]
novel-title: Ο ΜΥΣΤΗΡΙΩΔΗΣ ΒΑΣΙΛΕΥΣ — [611, 115, 843, 189]
